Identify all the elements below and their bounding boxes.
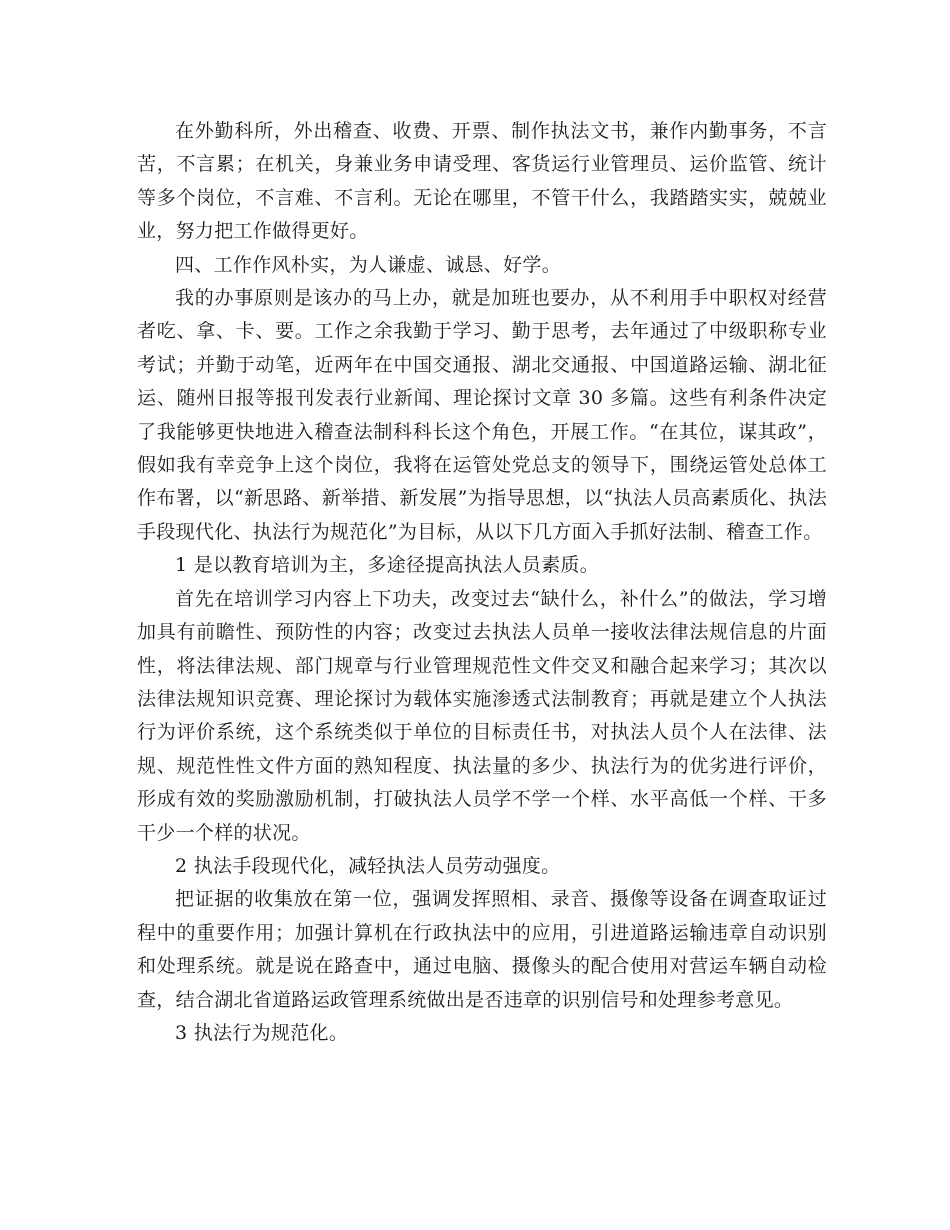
list-item-heading: 1 是以教育培训为主，多途径提高执法人员素质。	[175, 554, 600, 577]
list-item-heading: 3 执法行为规范化。	[175, 1021, 349, 1044]
paragraph: 我的办事原则是该办的马上办，就是加班也要办，从不利用手中职权对经营者吃、拿、卡、要。工作之余我勤于学习、勤于思考，去年通过了中级职称专业考试；并勤于动笔，近两年在中国交通报、湖北交通报、中国道路运输、湖北征运、随州日报等报刊发表行业新闻、理论探讨文章 30 多篇。这些有利条件决定了我能够更快地进入稽查法制科科长这个角色，开展工作。“在其位，谋其政”，假如我有幸竞争上这个岗位，我将在运管处党总支的领导下，围绕运管处总体工作布署，以“新思路、新举措、新发展”为指导思想，以“执法人员高素质化、执法手段现代化、执法行为规范化”为目标，从以下几方面入手抓好法制、稽查工作。	[137, 287, 827, 543]
section-heading: 四、工作作风朴实，为人谦虚、诚恳、好学。	[175, 253, 562, 276]
paragraph: 首先在培训学习内容上下功夫，改变过去“缺什么，补什么”的做法，学习增加具有前瞻性、预防性的内容；改变过去执法人员单一接收法律法规信息的片面性，将法律法规、部门规章与行业管理规范性文件交叉和融合起来学习；其次以法律法规知识竞赛、理论探讨为载体实施渗透式法制教育；再就是建立个人执法行为评价系统，这个系统类似于单位的目标责任书，对执法人员个人在法律、法规、规范性性文件方面的熟知程度、执法量的多少、执法行为的优劣进行评价，形成有效的奖励激励机制，打破执法人员学不学一个样、水平高低一个样、干多干少一个样的状况。	[137, 587, 827, 844]
paragraph: 把证据的收集放在第一位，强调发挥照相、录音、摄像等设备在调查取证过程中的重要作用；加强计算机在行政执法中的应用，引进道路运输违章自动识别和处理系统。就是说在路查中，通过电脑、摄像头的配合使用对营运车辆自动检查，结合湖北省道路运政管理系统做出是否违章的识别信号和处理参考意见。	[137, 888, 827, 1011]
list-item-heading: 2 执法手段现代化，减轻执法人员劳动强度。	[175, 854, 561, 877]
document-page	[137, 115, 827, 1050]
paragraph: 在外勤科所，外出稽查、收费、开票、制作执法文书，兼作内勤事务，不言苦，不言累；在机关，身兼业务申请受理、客货运行业管理员、运价监管、统计等多个岗位，不言难、不言利。无论在哪里，不管干什么，我踏踏实实，兢兢业业，努力把工作做得更好。	[137, 120, 827, 243]
